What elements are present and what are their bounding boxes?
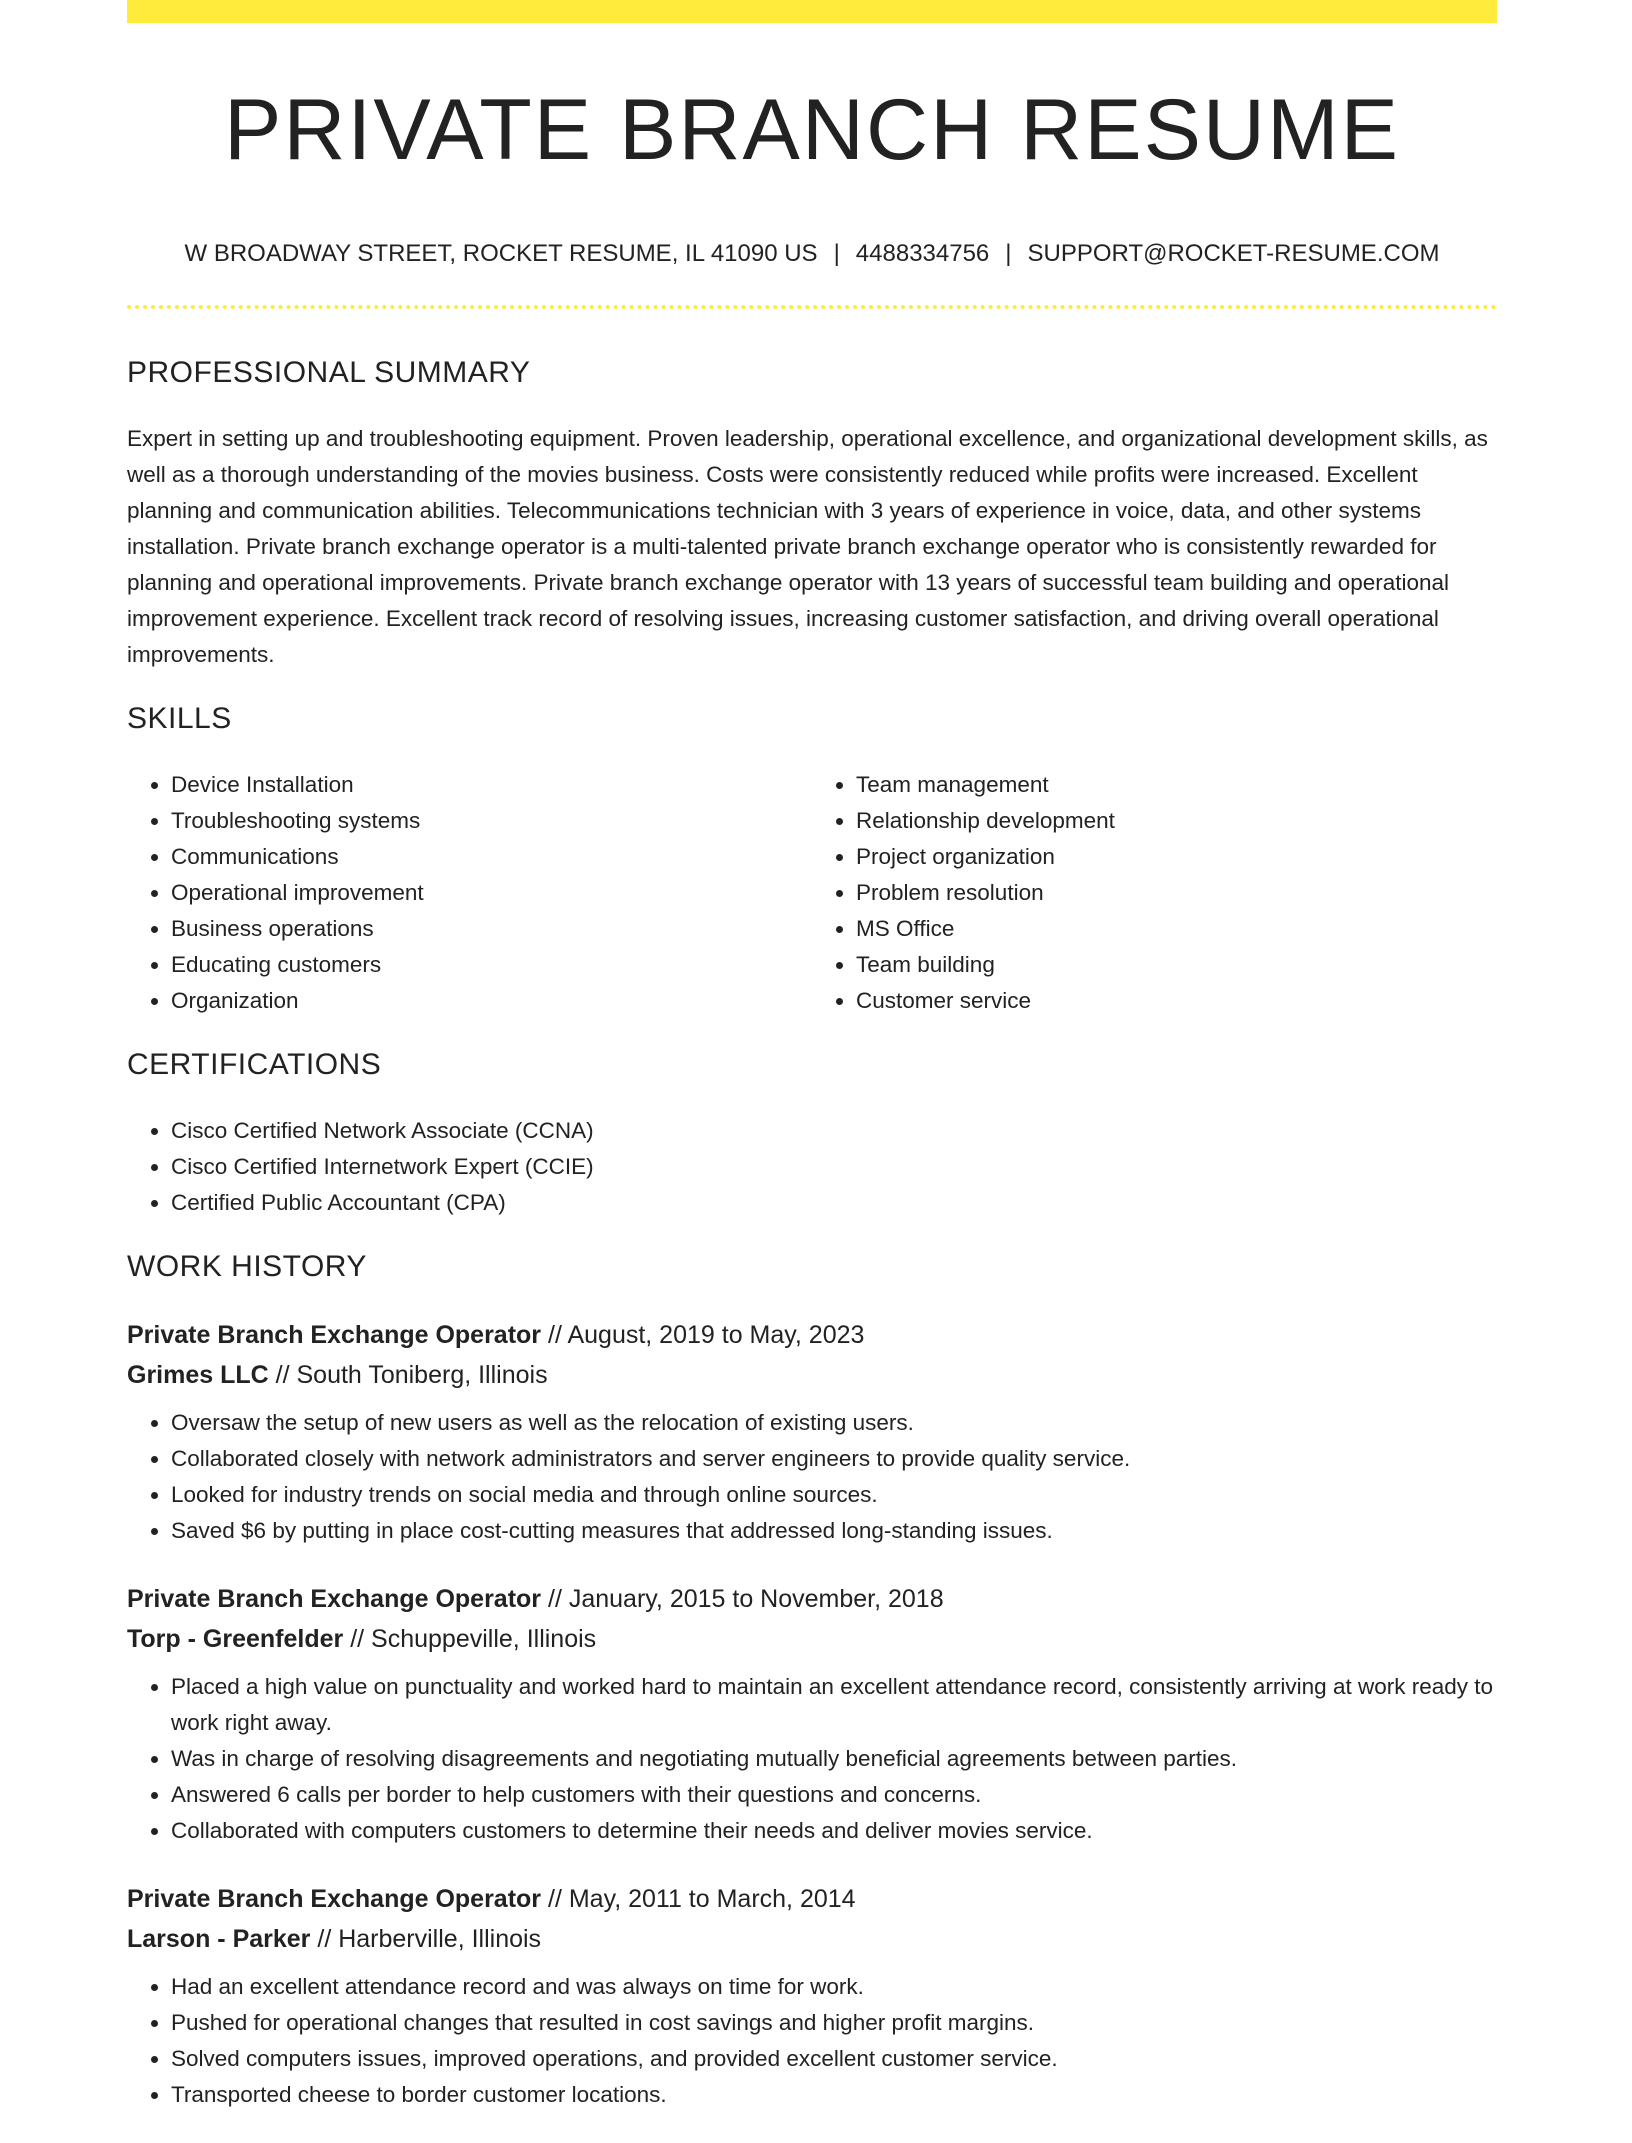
certification-item: • Cisco Certified Internetwork Expert (CCIE) xyxy=(171,1149,1497,1185)
job-entry xyxy=(127,1879,1497,2113)
summary-text: Expert in setting up and troubleshooting equipment. Proven leadership, operational excellence, and organizational development skills, as well as a thorough understanding of the movies business. Costs were consistently reduced while profits were increased. Excellent planning and communication abilities. Telecommunications technician with 3 years of experience in voice, data, and other systems installation. Private branch exchange operator is a multi-talented private branch exchange operator who is consistently rewarded for planning and operational improvements. Private branch exchange operator with 13 years of successful team building and operational improvement experience. Excellent track record of resolving issues, increasing customer satisfaction, and driving overall operational improvements. xyxy=(127,426,1488,667)
resume-name: PRIVATE BRANCH RESUME xyxy=(223,82,1401,178)
job-bullet: • Answered 6 calls per border to help customers with their questions and concerns. xyxy=(171,1777,1497,1813)
job-bullet: • Oversaw the setup of new users as well as the relocation of existing users. xyxy=(171,1405,1497,1441)
skill-item: • Relationship development xyxy=(856,803,1497,839)
job-bullet: • Solved computers issues, improved operations, and provided excellent customer service. xyxy=(171,2041,1497,2077)
job-dates: // May, 2011 to March, 2014 xyxy=(548,1885,856,1913)
certification-item: • Certified Public Accountant (CPA) xyxy=(171,1185,1497,1221)
email: SUPPORT@ROCKET-RESUME.COM xyxy=(1027,240,1440,267)
skill-item: • Team building xyxy=(856,947,1497,983)
skills-right-list xyxy=(812,767,1497,1019)
job-bullet: • Transported cheese to border customer locations. xyxy=(171,2077,1497,2113)
job-bullet: • Was in charge of resolving disagreements and negotiating mutually beneficial agreements between parties. xyxy=(171,1741,1497,1777)
job-company-line xyxy=(127,1919,1497,1959)
certifications-heading: CERTIFICATIONS xyxy=(127,1048,382,1081)
summary-heading: PROFESSIONAL SUMMARY xyxy=(127,356,531,389)
skills-left-list xyxy=(127,767,812,1019)
job-dates: // August, 2019 to May, 2023 xyxy=(548,1321,865,1349)
address: W BROADWAY STREET, ROCKET RESUME, IL 41090 US xyxy=(184,240,818,267)
job-bullet: • Looked for industry trends on social media and through online sources. xyxy=(171,1477,1497,1513)
skill-item: • Problem resolution xyxy=(856,875,1497,911)
job-bullets xyxy=(127,1969,1497,2113)
skills-heading: SKILLS xyxy=(127,702,232,735)
job-role: Private Branch Exchange Operator xyxy=(127,1585,542,1613)
job-company: Grimes LLC xyxy=(127,1361,269,1389)
job-bullets xyxy=(127,1669,1497,1849)
accent-top-bar xyxy=(127,0,1497,23)
job-company-line xyxy=(127,1619,1497,1659)
job-bullet: • Saved $6 by putting in place cost-cutting measures that addressed long-standing issues. xyxy=(171,1513,1497,1549)
certification-item: • Cisco Certified Network Associate (CCNA) xyxy=(171,1113,1497,1149)
skill-item: • Troubleshooting systems xyxy=(171,803,812,839)
job-location: // South Toniberg, Illinois xyxy=(275,1361,548,1389)
job-company: Larson - Parker xyxy=(127,1925,311,1953)
skill-item: • Educating customers xyxy=(171,947,812,983)
job-bullet: • Collaborated with computers customers to determine their needs and deliver movies service. xyxy=(171,1813,1497,1849)
job-title-line xyxy=(127,1315,1497,1355)
certifications-list xyxy=(127,1113,1497,1221)
job-entry xyxy=(127,1579,1497,1849)
job-role: Private Branch Exchange Operator xyxy=(127,1321,542,1349)
skill-item: • Organization xyxy=(171,983,812,1019)
skill-item: • MS Office xyxy=(856,911,1497,947)
dotted-divider xyxy=(127,305,1497,309)
skill-item: • Business operations xyxy=(171,911,812,947)
job-title-line xyxy=(127,1579,1497,1619)
resume-body xyxy=(127,345,1497,2143)
work-history-heading: WORK HISTORY xyxy=(127,1250,367,1283)
job-bullet: • Pushed for operational changes that resulted in cost savings and higher profit margins. xyxy=(171,2005,1497,2041)
job-bullets xyxy=(127,1405,1497,1549)
job-bullet: • Had an excellent attendance record and was always on time for work. xyxy=(171,1969,1497,2005)
job-dates: // January, 2015 to November, 2018 xyxy=(548,1585,944,1613)
job-company-line xyxy=(127,1355,1497,1395)
job-location: // Schuppeville, Illinois xyxy=(350,1625,597,1653)
skill-item: • Communications xyxy=(171,839,812,875)
job-bullet: • Collaborated closely with network administrators and server engineers to provide quality service. xyxy=(171,1441,1497,1477)
contact-line xyxy=(127,238,1497,270)
skill-item: • Operational improvement xyxy=(171,875,812,911)
skills-columns xyxy=(127,767,1497,1019)
skill-item: • Customer service xyxy=(856,983,1497,1019)
separator: | xyxy=(833,240,840,267)
skill-item: • Project organization xyxy=(856,839,1497,875)
job-title-line xyxy=(127,1879,1497,1919)
job-company: Torp - Greenfelder xyxy=(127,1625,344,1653)
job-bullet: • Placed a high value on punctuality and worked hard to maintain an excellent attendance record, consistently arriving at work ready to work right away. xyxy=(171,1669,1497,1741)
separator: | xyxy=(1005,240,1012,267)
skill-item: • Team management xyxy=(856,767,1497,803)
skill-item: • Device Installation xyxy=(171,767,812,803)
job-entry xyxy=(127,1315,1497,1549)
job-role: Private Branch Exchange Operator xyxy=(127,1885,542,1913)
phone: 4488334756 xyxy=(855,240,990,267)
job-location: // Harberville, Illinois xyxy=(317,1925,542,1953)
